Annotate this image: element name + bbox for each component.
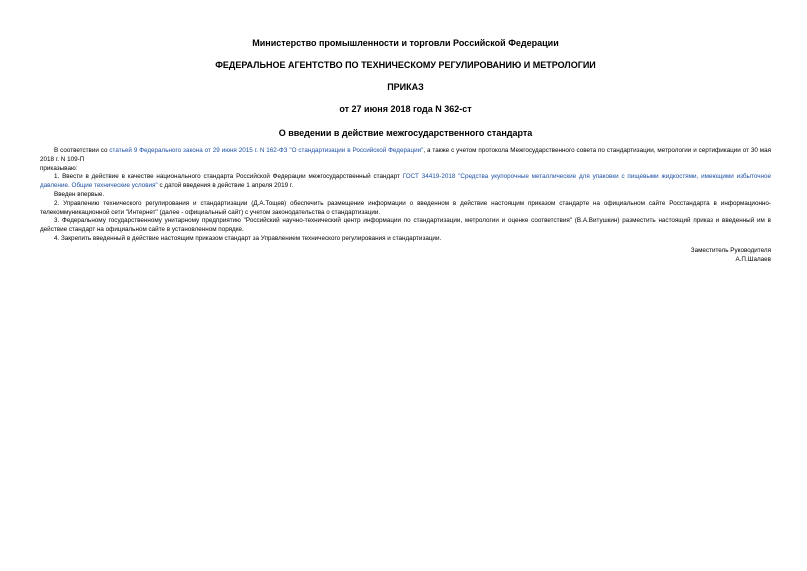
gost-standard-link[interactable]: ГОСТ 34419-2018 "Средства укупорочные металлические для упаковки с пищевыми жидкостями, имеющими избыточное давление. Общие технические условия" [40,173,771,190]
signatory-name: А.П.Шалаев [735,255,771,263]
order-item-1 [40,173,771,191]
ministry-heading: Министерство промышленности и торговли Российской Федерации [252,38,559,48]
signatory-position: Заместитель Руководителя [690,246,771,254]
signature-block [40,246,771,264]
order-item-4: 4. Закрепить введенный в действие настоящим приказом стандарт за Управлением технического регулирования и стандартизации. [54,234,442,242]
document-type: ПРИКАЗ [387,82,424,92]
document-title: О введении в действие межгосударственного стандарта [278,128,533,138]
order-item-2: 2. Управлению технического регулирования и стандартизации (Д.А.Тощев) обеспечить размещение информации о введенном в действие настоящим приказом стандарте на официальном сайте Росстандарта в информационно-телекоммуникационной сети "Интернет" (далее - официальный сайт) с учетом законодательства о стандартизации. [40,199,771,216]
federal-law-link[interactable]: статьей 9 Федерального закона от 29 июня 2015 г. N 162-ФЗ "О стандартизации в Российской Федерации" [109,147,424,154]
item-1-text-start: 1. Ввести в действие в качестве национального стандарта Российской Федерации межгосударственный стандарт [54,173,403,181]
order-word: приказываю: [40,164,78,172]
document-body [40,147,771,244]
agency-heading: ФЕДЕРАЛЬНОЕ АГЕНТСТВО ПО ТЕХНИЧЕСКОМУ РЕГУЛИРОВАНИЮ И МЕТРОЛОГИИ [215,60,596,70]
order-item-3: 3. Федеральному государственному унитарному предприятию "Российский научно-технический центр информации по стандартизации, метрологии и оценке соответствия" (В.А.Витушкин) разместить настоящий приказ и введенный им в действие стандарт на официальном сайте в установленном порядке. [40,217,771,234]
preamble-text-start: В соответствии со [54,147,110,154]
document-date: от 27 июня 2018 года N 362-ст [339,104,472,114]
preamble-text-end: , а также с учетом протокола Межгосударственного совета по стандартизации, метрологии и сертификации от 30 мая 2018 г. N 109-П [40,147,771,163]
preamble-paragraph [40,147,771,165]
introduced-note: Введен впервые. [54,190,105,198]
item-1-text-end: с датой введения в действие 1 апреля 2019 г. [157,182,294,190]
